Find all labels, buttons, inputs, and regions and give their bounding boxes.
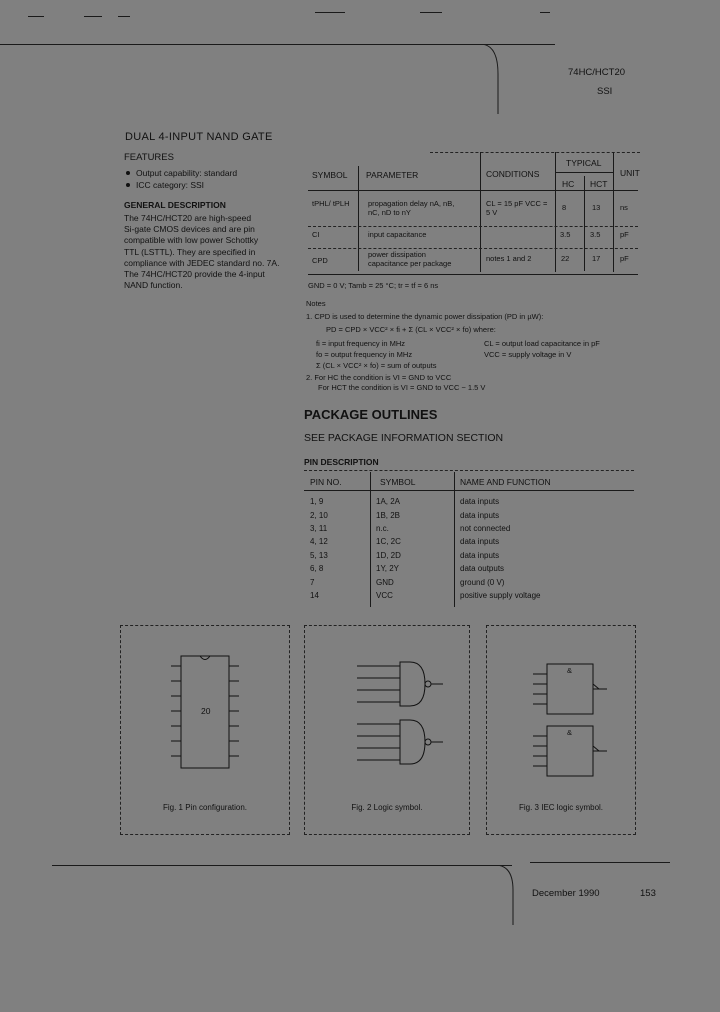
pin-number: 6, 8 xyxy=(310,564,324,574)
ic-label: 20 xyxy=(201,706,211,716)
pin-number: 7 xyxy=(310,577,315,587)
note-1-sum: Σ (CL × VCC² × fo) = sum of outputs xyxy=(316,361,437,370)
pin-symbol: n.c. xyxy=(376,523,389,533)
th-parameter: PARAMETER xyxy=(366,170,419,180)
pin-row xyxy=(310,535,630,548)
row-symbol: CI xyxy=(312,230,320,239)
pin-row xyxy=(310,508,630,521)
feature-item: ICC category: SSI xyxy=(124,180,204,190)
footer-date: December 1990 xyxy=(532,888,600,899)
note-1-fo: fo = output frequency in MHz xyxy=(316,350,413,359)
iec-logic-symbol-diagram xyxy=(487,626,635,806)
row-unit: pF xyxy=(620,230,629,239)
notes-heading: Notes xyxy=(306,299,326,308)
row-hc: 8 xyxy=(562,203,567,212)
th-hc: HC xyxy=(562,179,575,189)
pin-number: 2, 10 xyxy=(310,510,328,520)
row-parameter: propagation delay nA, nB, nC, nD to nY xyxy=(368,199,455,217)
note-2: 2. For HC the condition is VI = GND to VCC xyxy=(306,373,452,382)
pin-row xyxy=(310,522,630,535)
th-hct: HCT xyxy=(590,179,608,189)
row-symbol: tPHL/ tPLH xyxy=(312,199,350,208)
pin-function: data inputs xyxy=(460,537,500,547)
row-hc: 22 xyxy=(561,254,570,263)
note-1-cl: CL = output load capacitance in pF xyxy=(484,339,600,348)
page-title: DUAL 4-INPUT NAND GATE xyxy=(125,131,273,143)
note-1-eq: PD = CPD × VCC² × fi + Σ (CL × VCC² × fo) where: xyxy=(326,325,496,334)
th-unit: UNIT xyxy=(620,168,640,178)
note-2b: For HCT the condition is VI = GND to VCC − 1.5 V xyxy=(318,383,486,392)
pin-number: 5, 13 xyxy=(310,550,328,560)
header-part: 74HC/HCT20 xyxy=(568,67,626,78)
th-conditions: CONDITIONS xyxy=(486,169,540,179)
pin-row xyxy=(310,575,630,588)
header-type: SSI xyxy=(597,86,613,97)
row-parameter: input capacitance xyxy=(368,230,427,239)
pin-symbol: 1D, 2D xyxy=(376,550,401,560)
pin-heading: PIN DESCRIPTION xyxy=(304,457,379,467)
row-parameter: power dissipation capacitance per package xyxy=(368,250,452,268)
pin-function: positive supply voltage xyxy=(460,590,541,600)
iec-and-label: & xyxy=(567,666,573,675)
general-heading: GENERAL DESCRIPTION xyxy=(124,200,226,210)
row-unit: pF xyxy=(620,254,629,263)
fig1-caption: Fig. 1 Pin configuration. xyxy=(162,803,248,812)
fig3-caption: Fig. 3 IEC logic symbol. xyxy=(518,803,604,812)
row-symbol: CPD xyxy=(312,256,328,265)
pin-th: SYMBOL xyxy=(380,477,416,487)
pin-row xyxy=(310,495,630,508)
figure-3 xyxy=(486,625,636,835)
pin-symbol: 1Y, 2Y xyxy=(376,564,399,574)
row-hct: 17 xyxy=(592,254,601,263)
row-conditions: CL = 15 pF VCC = 5 V xyxy=(486,199,548,217)
pin-symbol: 1B, 2B xyxy=(376,510,401,520)
package-sub: SEE PACKAGE INFORMATION SECTION xyxy=(304,432,504,444)
row-hc: 3.5 xyxy=(560,230,571,239)
pin-function: ground (0 V) xyxy=(460,577,505,587)
pin-th: PIN NO. xyxy=(310,477,342,487)
table-footer: GND = 0 V; Tamb = 25 °C; tr = tf = 6 ns xyxy=(308,281,439,290)
pin-row xyxy=(310,562,630,575)
header-curve xyxy=(480,44,520,114)
package-heading: PACKAGE OUTLINES xyxy=(304,407,438,422)
row-hct: 13 xyxy=(592,203,601,212)
pin-th: NAME AND FUNCTION xyxy=(460,477,551,487)
iec-and-label: & xyxy=(567,728,573,737)
pin-symbol: VCC xyxy=(376,590,393,600)
pin-number: 4, 12 xyxy=(310,537,328,547)
note-1: 1. CPD is used to determine the dynamic power dissipation (PD in µW): xyxy=(306,312,544,321)
pin-configuration-diagram xyxy=(121,626,289,806)
general-description: The 74HC/HCT20 are high-speed Si-gate CMOS devices and are pin compatible with low power Schottky TTL (LSTTL). They are specified in compliance with JEDEC standard no. 7A. The 74HC/HCT20 provide the 4-input NAND function. xyxy=(124,213,280,291)
th-typical: TYPICAL xyxy=(566,158,602,168)
figure-2 xyxy=(304,625,470,835)
pin-function: data inputs xyxy=(460,510,500,520)
fig2-caption: Fig. 2 Logic symbol. xyxy=(351,803,423,812)
pin-function: not connected xyxy=(460,523,511,533)
pin-number: 1, 9 xyxy=(310,497,324,507)
row-hct: 3.5 xyxy=(590,230,601,239)
pin-symbol: 1C, 2C xyxy=(376,537,401,547)
note-1-vcc: VCC = supply voltage in V xyxy=(484,350,572,359)
pin-function: data outputs xyxy=(460,564,505,574)
pin-symbol: GND xyxy=(376,577,394,587)
features-heading: FEATURES xyxy=(124,152,174,163)
th-symbol: SYMBOL xyxy=(312,170,348,180)
feature-item: Output capability: standard xyxy=(124,168,237,178)
pin-table xyxy=(310,495,630,602)
pin-row xyxy=(310,589,630,602)
pin-number: 3, 11 xyxy=(310,523,328,533)
footer-page: 153 xyxy=(640,888,656,899)
pin-symbol: 1A, 2A xyxy=(376,497,401,507)
figure-1 xyxy=(120,625,290,835)
row-unit: ns xyxy=(620,203,628,212)
pin-number: 14 xyxy=(310,590,319,600)
pin-function: data inputs xyxy=(460,497,500,507)
note-1-fi: fi = input frequency in MHz xyxy=(316,339,406,348)
row-conditions: notes 1 and 2 xyxy=(486,254,532,263)
pin-row xyxy=(310,549,630,562)
pin-function: data inputs xyxy=(460,550,500,560)
footer-curve xyxy=(495,865,535,925)
logic-symbol-diagram xyxy=(305,626,469,806)
